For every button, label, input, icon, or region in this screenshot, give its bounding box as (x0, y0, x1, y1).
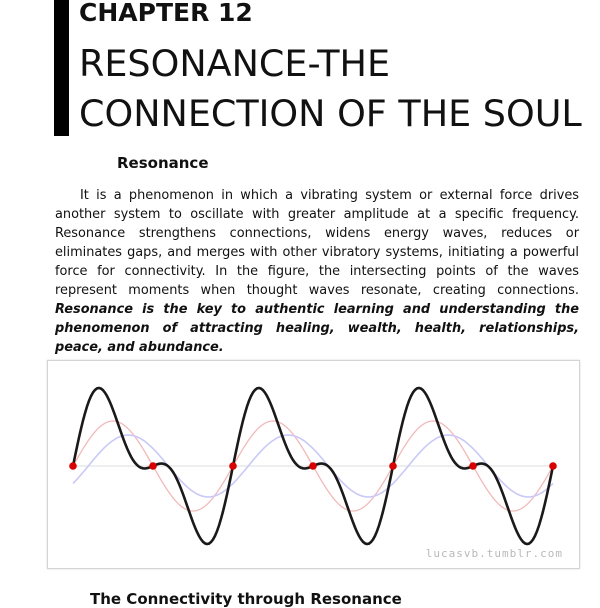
intersection-point (69, 462, 77, 470)
section-heading: Resonance (117, 154, 209, 172)
body-paragraph (55, 186, 579, 357)
chapter-title-line1: RESONANCE-THE (79, 42, 391, 85)
wave-illustration (48, 361, 579, 568)
wave-figure (47, 360, 580, 569)
paragraph-text: It is a phenomenon in which a vibrating system or external force drives another system to oscillate with greater amplitude at a specific frequency. Resonance strengthens connections, widens energy waves, reduces or eliminates gaps, and merges with other vibratory systems, initiating a powerful force for connectivity. In the figure, the intersecting points of the waves represent moments when thought waves resonate, creating connections. (55, 188, 579, 298)
intersection-point (309, 462, 317, 470)
intersection-point (549, 462, 557, 470)
chapter-label: CHAPTER 12 (79, 0, 253, 27)
next-section-heading: The Connectivity through Resonance (90, 590, 402, 608)
paragraph-emphasis: Resonance is the key to authentic learning and understanding the phenomenon of attracting healing, wealth, health, relationships, peace, and abundance. (55, 302, 579, 355)
figure-watermark: lucasvb.tumblr.com (425, 547, 563, 560)
intersection-point (389, 462, 397, 470)
chapter-side-bar (54, 0, 69, 136)
intersection-point (469, 462, 477, 470)
chapter-title (79, 39, 582, 139)
chapter-title-line2: CONNECTION OF THE SOUL (79, 92, 582, 135)
intersection-point (229, 462, 237, 470)
intersection-point (149, 462, 157, 470)
